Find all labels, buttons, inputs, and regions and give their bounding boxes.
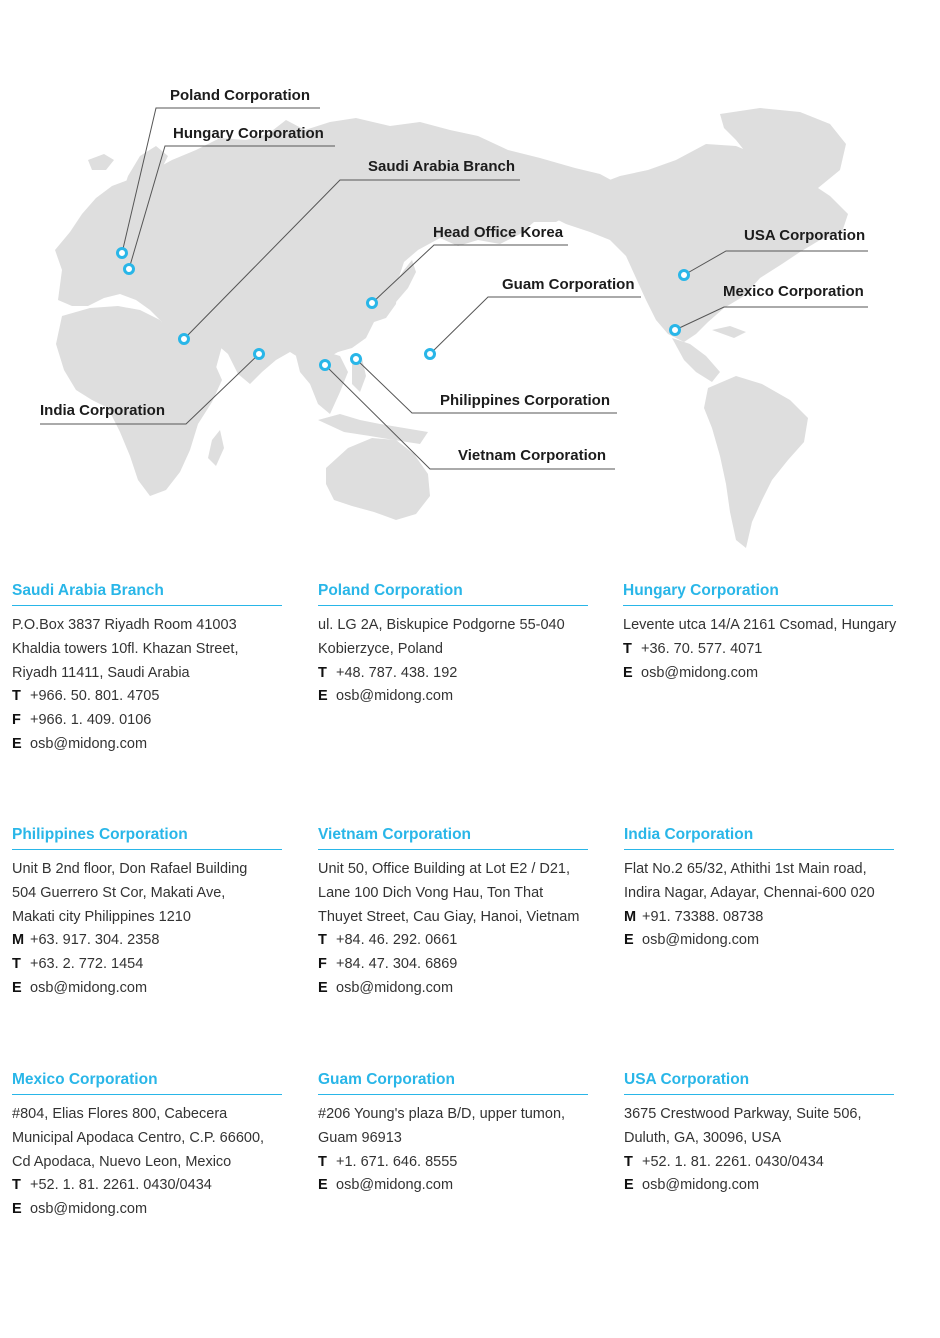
phone-line [318,662,588,686]
map-label-korea[interactable]: Head Office Korea [433,224,564,241]
office-card-body [12,858,282,1001]
leader-line-guam [430,297,641,354]
phone-key: T [12,1177,21,1194]
office-card-title: Guam Corporation [318,1069,588,1095]
phone-key: T [12,688,21,705]
address-line [318,638,588,662]
fax-line [318,953,588,977]
email-line [318,685,588,709]
map-label-mexico[interactable]: Mexico Corporation [723,283,864,300]
phone-value[interactable]: +48. 787. 438. 192 [336,664,458,681]
office-card-guam [318,1069,588,1198]
address-line [12,1127,282,1151]
landmass-central-america [672,338,720,382]
address-text: P.O.Box 3837 Riyadh Room 41003 [12,617,237,633]
address-text: Unit 50, Office Building at Lot E2 / D21, [318,861,571,877]
map-label-poland[interactable]: Poland Corporation [170,87,310,104]
map-label-hungary[interactable]: Hungary Corporation [173,125,324,142]
address-line [624,1103,894,1127]
address-line [12,906,282,930]
email-line [318,977,588,1001]
office-card-body [12,614,282,757]
office-card-title: USA Corporation [624,1069,894,1095]
address-text: Municipal Apodaca Centro, C.P. 66600, [12,1129,265,1146]
address-text: Makati city Philippines 1210 [12,908,191,925]
address-line [623,614,897,638]
email-link[interactable]: osb@midong.com [30,1201,148,1218]
landmass-southeast-asia [296,350,348,414]
map-label-guam[interactable]: Guam Corporation [502,276,635,293]
email-link[interactable]: osb@midong.com [642,932,760,949]
fax-value: +84. 47. 304. 6869 [336,956,458,973]
email-key: E [318,979,328,996]
address-line [12,882,282,906]
address-text: Thuyet Street, Cau Giay, Hanoi, Vietnam [318,908,580,925]
office-card-body [318,858,588,1001]
phone-value[interactable]: +63. 2. 772. 1454 [30,956,144,973]
address-line [12,858,282,882]
office-card-vietnam [318,824,588,1001]
marker-usa[interactable] [680,271,689,280]
phone-line [623,638,893,662]
address-line [318,858,588,882]
phone-value[interactable]: +52. 1. 81. 2261. 0430/0434 [642,1153,824,1170]
email-line [623,662,893,686]
address-text: Kobierzyce, Poland [318,640,443,657]
email-line [318,1174,588,1198]
office-card-title: Vietnam Corporation [318,824,588,850]
map-label-india[interactable]: India Corporation [40,402,165,419]
address-line [318,614,588,638]
address-line [318,1127,588,1151]
office-card-mexico [12,1069,282,1222]
office-card-philippines [12,824,282,1001]
email-key: E [623,664,633,681]
address-text: Cd Apodaca, Nuevo Leon, Mexico [12,1153,232,1170]
address-text: Riyadh 11411, Saudi Arabia [12,664,190,681]
marker-india[interactable] [255,350,264,359]
email-key: E [12,979,22,996]
office-card-title: Hungary Corporation [623,580,893,606]
phone-value[interactable]: +36. 70. 577. 4071 [641,640,763,657]
fax-value: +966. 1. 409. 0106 [30,712,152,729]
landmass-cuba [712,326,746,338]
office-card-body [624,1103,894,1198]
map-label-philippines[interactable]: Philippines Corporation [440,392,611,409]
office-card-hungary [623,580,897,685]
address-text: Guam 96913 [318,1129,402,1146]
landmass-iceland [88,154,114,170]
email-line [12,733,282,757]
address-line [624,858,894,882]
email-link[interactable]: osb@midong.com [336,979,454,996]
email-line [12,1198,282,1222]
email-link[interactable]: osb@midong.com [642,1177,760,1194]
address-text: Indira Nagar, Adayar, Chennai-600 020 [624,884,875,901]
address-line [12,614,282,638]
address-text: Flat No.2 65/32, Athithi 1st Main road, [624,861,867,877]
email-key: E [624,932,634,949]
office-card-usa [624,1069,894,1198]
phone-key: T [12,956,21,973]
email-link[interactable]: osb@midong.com [30,979,148,996]
email-line [624,929,894,953]
fax-key: F [12,712,21,729]
office-card-body [318,614,588,709]
fax-key: F [318,956,327,973]
phone-key: T [318,664,327,681]
email-key: E [12,735,22,752]
phone-line [318,929,588,953]
address-line [12,638,282,662]
marker-vietnam[interactable] [321,361,330,370]
phone-line [12,953,282,977]
address-text: 504 Guerrero St Cor, Makati Ave, [12,884,226,901]
email-key: E [318,688,328,705]
email-key: E [12,1201,22,1218]
map-label-vietnam[interactable]: Vietnam Corporation [458,447,607,464]
address-text: #804, Elias Flores 800, Cabecera [12,1106,228,1122]
office-card-body [318,1103,588,1198]
phone-value[interactable]: +52. 1. 81. 2261. 0430/0434 [30,1177,212,1194]
phone-value[interactable]: +966. 50. 801. 4705 [30,688,160,705]
email-key: E [318,1177,328,1194]
address-text: Duluth, GA, 30096, USA [624,1129,782,1146]
email-link[interactable]: osb@midong.com [641,664,759,681]
phone-value[interactable]: +1. 671. 646. 8555 [336,1153,458,1170]
marker-saudi[interactable] [180,335,189,344]
address-line [624,882,894,906]
marker-korea[interactable] [368,299,377,308]
address-text: Khaldia towers 10fl. Khazan Street, [12,640,239,657]
office-card-title: India Corporation [624,824,894,850]
email-line [12,977,282,1001]
marker-poland[interactable] [118,249,127,258]
office-card-body [12,1103,282,1222]
marker-hungary[interactable] [125,265,134,274]
phone-key: T [623,640,632,657]
landmass-madagascar [208,430,224,466]
marker-philippines[interactable] [352,355,361,364]
address-line [318,1103,588,1127]
phone-line [318,1151,588,1175]
office-card-body [623,614,897,685]
office-card-title: Saudi Arabia Branch [12,580,282,606]
address-text: 3675 Crestwood Parkway, Suite 506, [624,1106,862,1122]
mobile-line [12,929,282,953]
mobile-line [624,906,894,930]
address-line [624,1127,894,1151]
marker-mexico[interactable] [671,326,680,335]
landmass-australia [326,438,430,520]
phone-line [624,1151,894,1175]
office-card-india [624,824,894,953]
address-line [318,882,588,906]
fax-line [12,709,282,733]
mobile-value[interactable]: +91. 73388. 08738 [642,908,764,925]
email-link[interactable]: osb@midong.com [336,688,454,705]
phone-line [12,685,282,709]
address-line [12,1151,282,1175]
map-label-saudi[interactable]: Saudi Arabia Branch [368,158,515,175]
office-card-body [624,858,894,953]
address-line [12,662,282,686]
address-line [12,1103,282,1127]
marker-guam[interactable] [426,350,435,359]
email-key: E [624,1177,634,1194]
email-line [624,1174,894,1198]
office-card-saudi [12,580,282,757]
address-line [318,906,588,930]
office-card-title: Poland Corporation [318,580,588,606]
mobile-key: M [624,908,637,925]
phone-key: T [624,1153,633,1170]
mobile-value[interactable]: +63. 917. 304. 2358 [30,932,160,949]
phone-line [12,1174,282,1198]
address-text: ul. LG 2A, Biskupice Podgorne 55-040 [318,617,565,633]
phone-key: T [318,1153,327,1170]
office-card-title: Philippines Corporation [12,824,282,850]
phone-value[interactable]: +84. 46. 292. 0661 [336,932,458,949]
address-text: #206 Young's plaza B/D, upper tumon, [318,1106,566,1122]
mobile-key: M [12,932,25,949]
address-text: Unit B 2nd floor, Don Rafael Building [12,861,248,877]
office-card-poland [318,580,588,709]
world-map-graphic [0,0,940,560]
office-card-title: Mexico Corporation [12,1069,282,1095]
world-map [0,0,940,560]
address-text: Lane 100 Dich Vong Hau, Ton That [318,884,544,901]
address-text: Levente utca 14/A 2161 Csomad, Hungary [623,617,897,633]
email-link[interactable]: osb@midong.com [30,735,148,752]
phone-key: T [318,932,327,949]
map-label-usa[interactable]: USA Corporation [744,227,866,244]
email-link[interactable]: osb@midong.com [336,1177,454,1194]
landmass-south-america [704,376,808,548]
